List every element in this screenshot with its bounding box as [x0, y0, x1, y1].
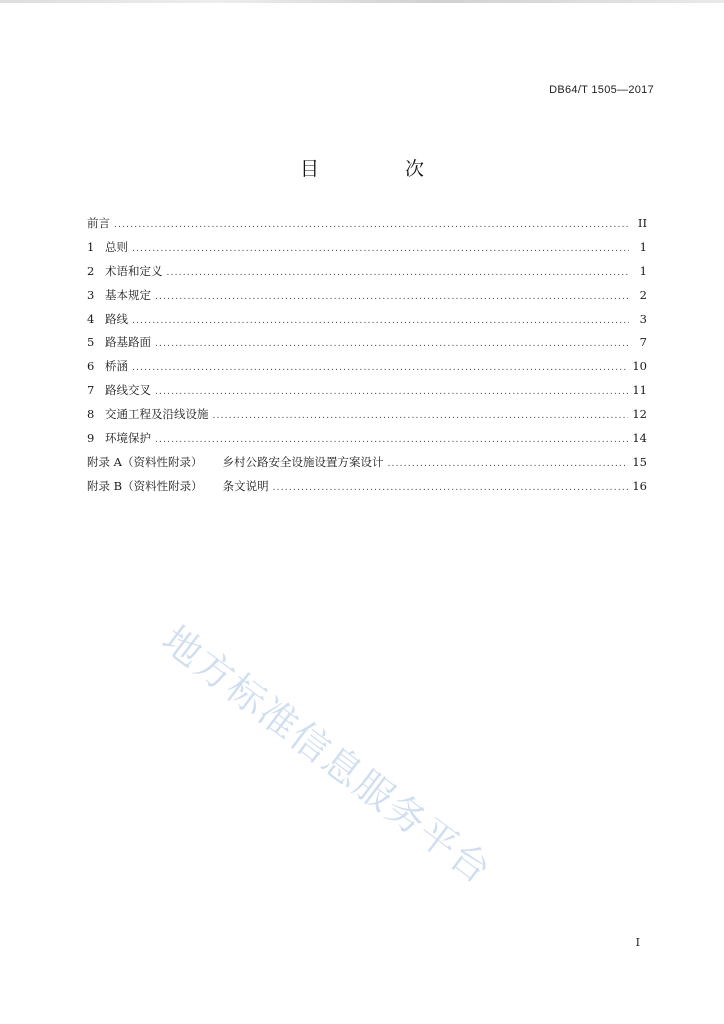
- toc-entry-subtitle: 乡村公路安全设施设置方案设计: [222, 454, 384, 469]
- toc-entry-title: 前言: [87, 216, 110, 230]
- toc-leader-dots: [155, 429, 628, 453]
- toc-entry-1[interactable]: [87, 236, 647, 260]
- toc-entry-number: 8: [87, 407, 95, 422]
- toc-entry-page: 2: [639, 287, 647, 302]
- toc-entry-title: 附录 B（资料性附录）: [87, 478, 203, 493]
- toc-entry-number: 4: [87, 311, 95, 326]
- toc-leader-dots: [213, 405, 629, 429]
- toc-entry-page: 1: [639, 263, 647, 278]
- toc-entry-title: 术语和定义: [105, 263, 163, 278]
- document-code: DB64/T 1505—2017: [549, 84, 654, 96]
- toc-entry-page: 3: [639, 311, 647, 326]
- toc-entry-number: 3: [87, 287, 95, 302]
- toc-entry-5[interactable]: [87, 331, 647, 355]
- toc-entry-page: 14: [632, 431, 647, 446]
- toc-entry-title: 环境保护: [105, 431, 151, 446]
- toc-entry-page: 10: [632, 359, 647, 374]
- toc-leader-dots: [387, 453, 628, 477]
- toc-entry-page: II: [637, 216, 647, 230]
- page-number: I: [635, 936, 640, 949]
- toc-entry-number: 6: [87, 359, 95, 374]
- toc-entry-appendix-b[interactable]: [87, 475, 647, 499]
- toc-leader-dots: [155, 333, 629, 357]
- toc-entry-page: 16: [632, 478, 647, 493]
- toc-entry-page: 1: [639, 239, 647, 254]
- toc-entry-number: 9: [87, 431, 95, 446]
- toc-leader-dots: [132, 238, 629, 262]
- toc-entry-number: 7: [87, 383, 95, 398]
- toc-entry-8[interactable]: [87, 403, 647, 427]
- toc-entry-title: 路基路面: [105, 335, 151, 350]
- toc-entry-title: 路线交叉: [105, 383, 151, 398]
- toc-entry-3[interactable]: [87, 284, 647, 308]
- toc-entry-appendix-a[interactable]: [87, 451, 647, 475]
- toc-entry-page: 12: [632, 407, 647, 422]
- toc-entry-number: 2: [87, 263, 95, 278]
- toc-entry-number: 1: [87, 239, 95, 254]
- toc-leader-dots: [132, 310, 629, 334]
- toc-leader-dots: [155, 381, 628, 405]
- toc-entry-page: 7: [639, 335, 647, 350]
- toc-entry-2[interactable]: [87, 260, 647, 284]
- toc-leader-dots: [132, 357, 628, 381]
- watermark-text: 地方标准信息服务平台: [154, 617, 501, 894]
- toc-entry-title: 附录 A（资料性附录）: [87, 454, 203, 469]
- toc-leader-dots: [167, 262, 630, 286]
- table-of-contents: [87, 212, 647, 499]
- toc-entry-number: 5: [87, 335, 95, 350]
- toc-leader-dots: [155, 286, 629, 310]
- toc-leader-dots: [273, 477, 629, 501]
- toc-entry-title: 路线: [105, 311, 128, 326]
- toc-entry-page: 15: [632, 454, 647, 469]
- toc-entry-title: 总则: [105, 239, 128, 254]
- page-title: 目 次: [299, 158, 465, 180]
- toc-leader-dots: [114, 214, 629, 238]
- toc-entry-title: 基本规定: [105, 287, 151, 302]
- scan-edge: [0, 0, 724, 3]
- toc-entry-6[interactable]: [87, 355, 647, 379]
- toc-entry-page: 11: [632, 383, 647, 398]
- toc-entry-title: 交通工程及沿线设施: [105, 407, 209, 422]
- toc-entry-subtitle: 条文说明: [222, 478, 269, 493]
- toc-entry-4[interactable]: [87, 308, 647, 332]
- toc-entry-foreword[interactable]: [87, 212, 647, 236]
- toc-entry-title: 桥涵: [105, 359, 128, 374]
- toc-entry-7[interactable]: [87, 379, 647, 403]
- toc-entry-9[interactable]: [87, 427, 647, 451]
